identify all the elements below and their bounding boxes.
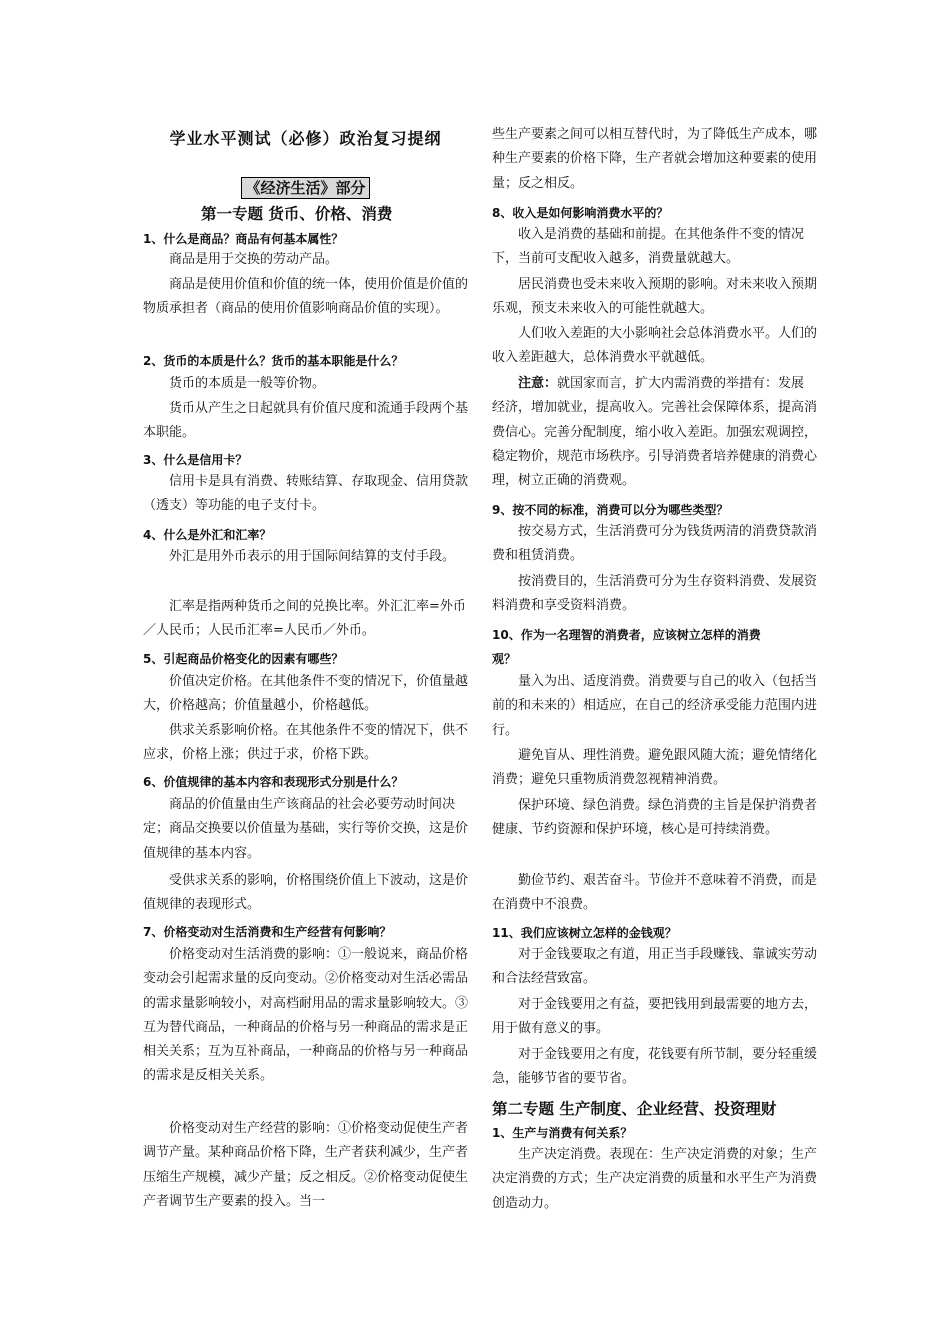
answer-2a: 货币的本质是一般等价物。 [169,376,326,391]
answer-9a: 按交易方式，生活消费可分为钱货两清的消费贷款消费和租赁消费。 [492,524,818,564]
question-10-line2: 观？ [492,652,517,666]
question-4: 4、什么是外汇和汇率？ [143,528,272,542]
answer-8c: 人们收入差距的大小影响社会总体消费水平。人们的收入差距越大，总体消费水平就越低。 [492,326,818,366]
answer-8d [492,372,817,493]
question-7: 7、价格变动对生活消费和生产经营有何影响？ [143,925,392,939]
topic-heading-1: 第一专题 货币、价格、消费 [201,204,393,223]
answer-11a: 对于金钱要取之有道，用正当手段赚钱、靠诚实劳动和合法经营致富。 [492,947,818,987]
document-title: 学业水平测试（必修）政治复习提纲 [169,129,442,148]
question-1: 1、什么是商品？商品有何基本属性？ [143,232,344,246]
question-9: 9、按不同的标准，消费可以分为哪些类型？ [492,503,729,517]
answer-1a: 商品是用于交换的劳动产品。 [169,252,339,267]
section-title [143,177,468,199]
answer-7a: 价格变动对生活消费的影响：①一般说来，商品价格变动会引起需求量的反向变动。②价格变动对生活必需品的需求量影响较小，对高档耐用品的需求量影响较大。③互为替代商品，一种商品的价格与另一种商品的需求是正相关关系；互为互补商品，一种商品的价格与另一种商品的需求是反相关关系。 [143,947,469,1084]
answer-6b: 受供求关系的影响，价格围绕价值上下波动，这是价值规律的表现形式。 [143,873,469,913]
question-5: 5、引起商品价格变化的因素有哪些？ [143,652,344,666]
question-2: 2、货币的本质是什么？货币的基本职能是什么？ [143,354,404,368]
answer-1b: 商品是使用价值和价值的统一体，使用价值是价值的物质承担者（商品的使用价值影响商品价值的实现）。 [143,277,469,317]
topic-heading-2: 第二专题 生产制度、企业经营、投资理财 [492,1099,777,1118]
answer-2b: 货币从产生之日起就具有价值尺度和流通手段两个基本职能。 [143,401,469,441]
note-label: 注意： [518,376,558,391]
section-title-label: 《经济生活》部分 [241,177,369,199]
answer-4a: 外汇是用外币表示的用于国际间结算的支付手段。 [169,549,456,564]
answer-8a: 收入是消费的基础和前提。在其他条件不变的情况下，当前可支配收入越多，消费量就越大。 [492,227,805,267]
question-11: 11、我们应该树立怎样的金钱观？ [492,926,677,940]
answer-10b: 避免盲从、理性消费。避免跟风随大流；避免情绪化消费；避免只重物质消费忽视精神消费。 [492,748,818,788]
answer-6a: 商品的价值量由生产该商品的社会必要劳动时间决定；商品交换要以价值量为基础，实行等价交换，这是价值规律的基本内容。 [143,797,469,861]
answer-7b: 价格变动对生产经营的影响：①价格变动促使生产者调节产量。某种商品价格下降，生产者获利减少，生产者压缩生产规模，减少产量；反之相反。②价格变动促使生产者调节生产要素的投入。当一 [143,1121,469,1209]
answer-11c: 对于金钱要用之有度，花钱要有所节制，要分轻重缓急，能够节省的要节省。 [492,1047,818,1087]
question-10-line1: 10、作为一名理智的消费者，应该树立怎样的消费 [492,628,761,642]
question-3: 3、什么是信用卡？ [143,453,248,467]
answer-3a: 信用卡是具有消费、转账结算、存取现金、信用贷款（透支）等功能的电子支付卡。 [143,474,469,514]
answer-4b: 汇率是指两种货币之间的兑换比率。外汇汇率=外币／人民币；人民币汇率=人民币／外币。 [143,599,466,639]
answer-5b: 供求关系影响价格。在其他条件不变的情况下，供不应求，价格上涨；供过于求，价格下跌。 [143,723,469,763]
answer-5a: 价值决定价格。在其他条件不变的情况下，价值量越大，价格越高；价值量越小，价格越低。 [143,674,469,714]
continued-text: 些生产要素之间可以相互替代时，为了降低生产成本，哪种生产要素的价格下降，生产者就会增加这种要素的使用量；反之相反。 [492,127,818,191]
answer-10c: 保护环境、绿色消费。绿色消费的主旨是保护消费者健康、节约资源和保护环境，核心是可持续消费。 [492,798,818,838]
answer-10a: 量入为出、适度消费。消费要与自己的收入（包括当前的和未来的）相适应，在自己的经济承受能力范围内进行。 [492,674,818,738]
answer-9b: 按消费目的，生活消费可分为生存资料消费、发展资料消费和享受资料消费。 [492,574,818,614]
question-6: 6、价值规律的基本内容和表现形式分别是什么？ [143,775,404,789]
answer-10d: 勤俭节约、艰苦奋斗。节俭并不意味着不消费，而是在消费中不浪费。 [492,873,818,913]
topic2-question-1: 1、生产与消费有何关系？ [492,1126,633,1140]
note-text: 就国家而言，扩大内需消费的举措有：发展经济，增加就业，提高收入。完善社会保障体系，提高消费信心。完善分配制度，缩小收入差距。加强宏观调控，稳定物价，规范市场秩序。引导消费者培养健康的消费心理，树立正确的消费观。 [492,376,818,489]
answer-8b: 居民消费也受未来收入预期的影响。对未来收入预期乐观，预支未来收入的可能性就越大。 [492,277,818,317]
question-8: 8、收入是如何影响消费水平的？ [492,206,669,220]
topic2-answer-1a: 生产决定消费。表现在：生产决定消费的对象；生产决定消费的方式；生产决定消费的质量和水平生产为消费创造动力。 [492,1147,818,1211]
answer-11b: 对于金钱要用之有益，要把钱用到最需要的地方去，用于做有意义的事。 [492,997,818,1037]
